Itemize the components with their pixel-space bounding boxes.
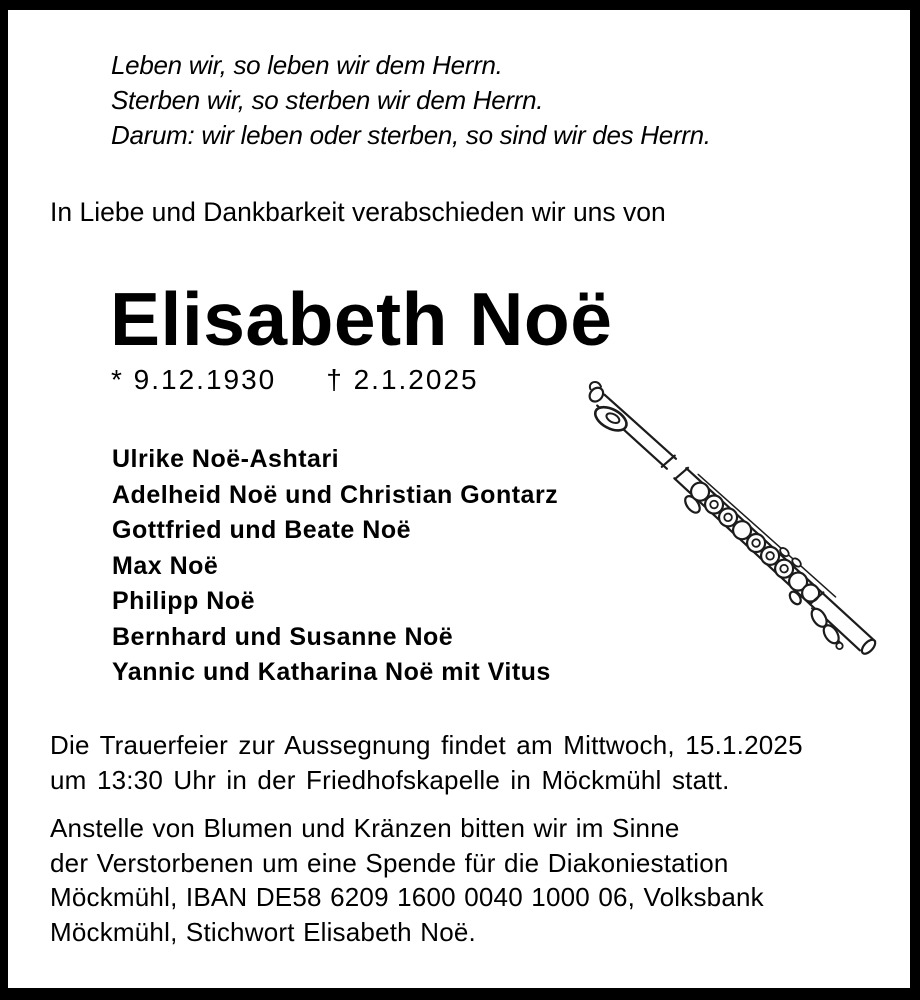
donation-line-1: Anstelle von Blumen und Kränzen bitten wir im Sinne: [50, 813, 680, 843]
birth-date: * 9.12.1930: [111, 364, 277, 395]
family-member: Ulrike Noë-Ashtari: [112, 445, 340, 473]
family-member: Yannic und Katharina Noë mit Vitus: [112, 658, 551, 686]
service-line-2: um 13:30 Uhr in der Friedhofskapelle in Möckmühl statt.: [50, 765, 730, 795]
family-member: Max Noë: [112, 551, 219, 580]
death-date: † 2.1.2025: [326, 364, 479, 395]
family-member: Philipp Noë: [112, 587, 255, 615]
service-line-1: Die Trauerfeier zur Aussegnung findet am Mittwoch, 15.1.2025: [50, 730, 803, 760]
family-member: Adelheid Noë und Christian Gontarz: [112, 480, 559, 509]
quote-line-3: Darum: wir leben oder sterben, so sind wir des Herrn.: [111, 120, 711, 150]
donation-info: [50, 811, 764, 949]
quote-line-1: Leben wir, so leben wir dem Herrn.: [111, 50, 503, 80]
family-member: Bernhard und Susanne Noë: [112, 622, 454, 651]
intro-line: In Liebe und Dankbarkeit verabschieden wir uns von: [50, 197, 666, 227]
flute-illustration: [570, 376, 904, 678]
scripture-quote: [111, 48, 711, 153]
donation-line-2: der Verstorbenen um eine Spende für die Diakoniestation: [50, 847, 729, 878]
donation-line-3: Möckmühl, IBAN DE58 6209 1600 0040 1000 06, Volksbank: [50, 882, 764, 912]
life-dates: [111, 364, 479, 396]
quote-line-2: Sterben wir, so sterben wir dem Herrn.: [111, 85, 544, 115]
deceased-name: Elisabeth Noë: [110, 277, 613, 361]
family-list: [112, 442, 558, 691]
donation-line-4: Möckmühl, Stichwort Elisabeth Noë.: [50, 916, 476, 947]
family-member: Gottfried und Beate Noë: [112, 516, 412, 544]
flute-icon: [570, 376, 904, 678]
service-info: [50, 728, 803, 798]
